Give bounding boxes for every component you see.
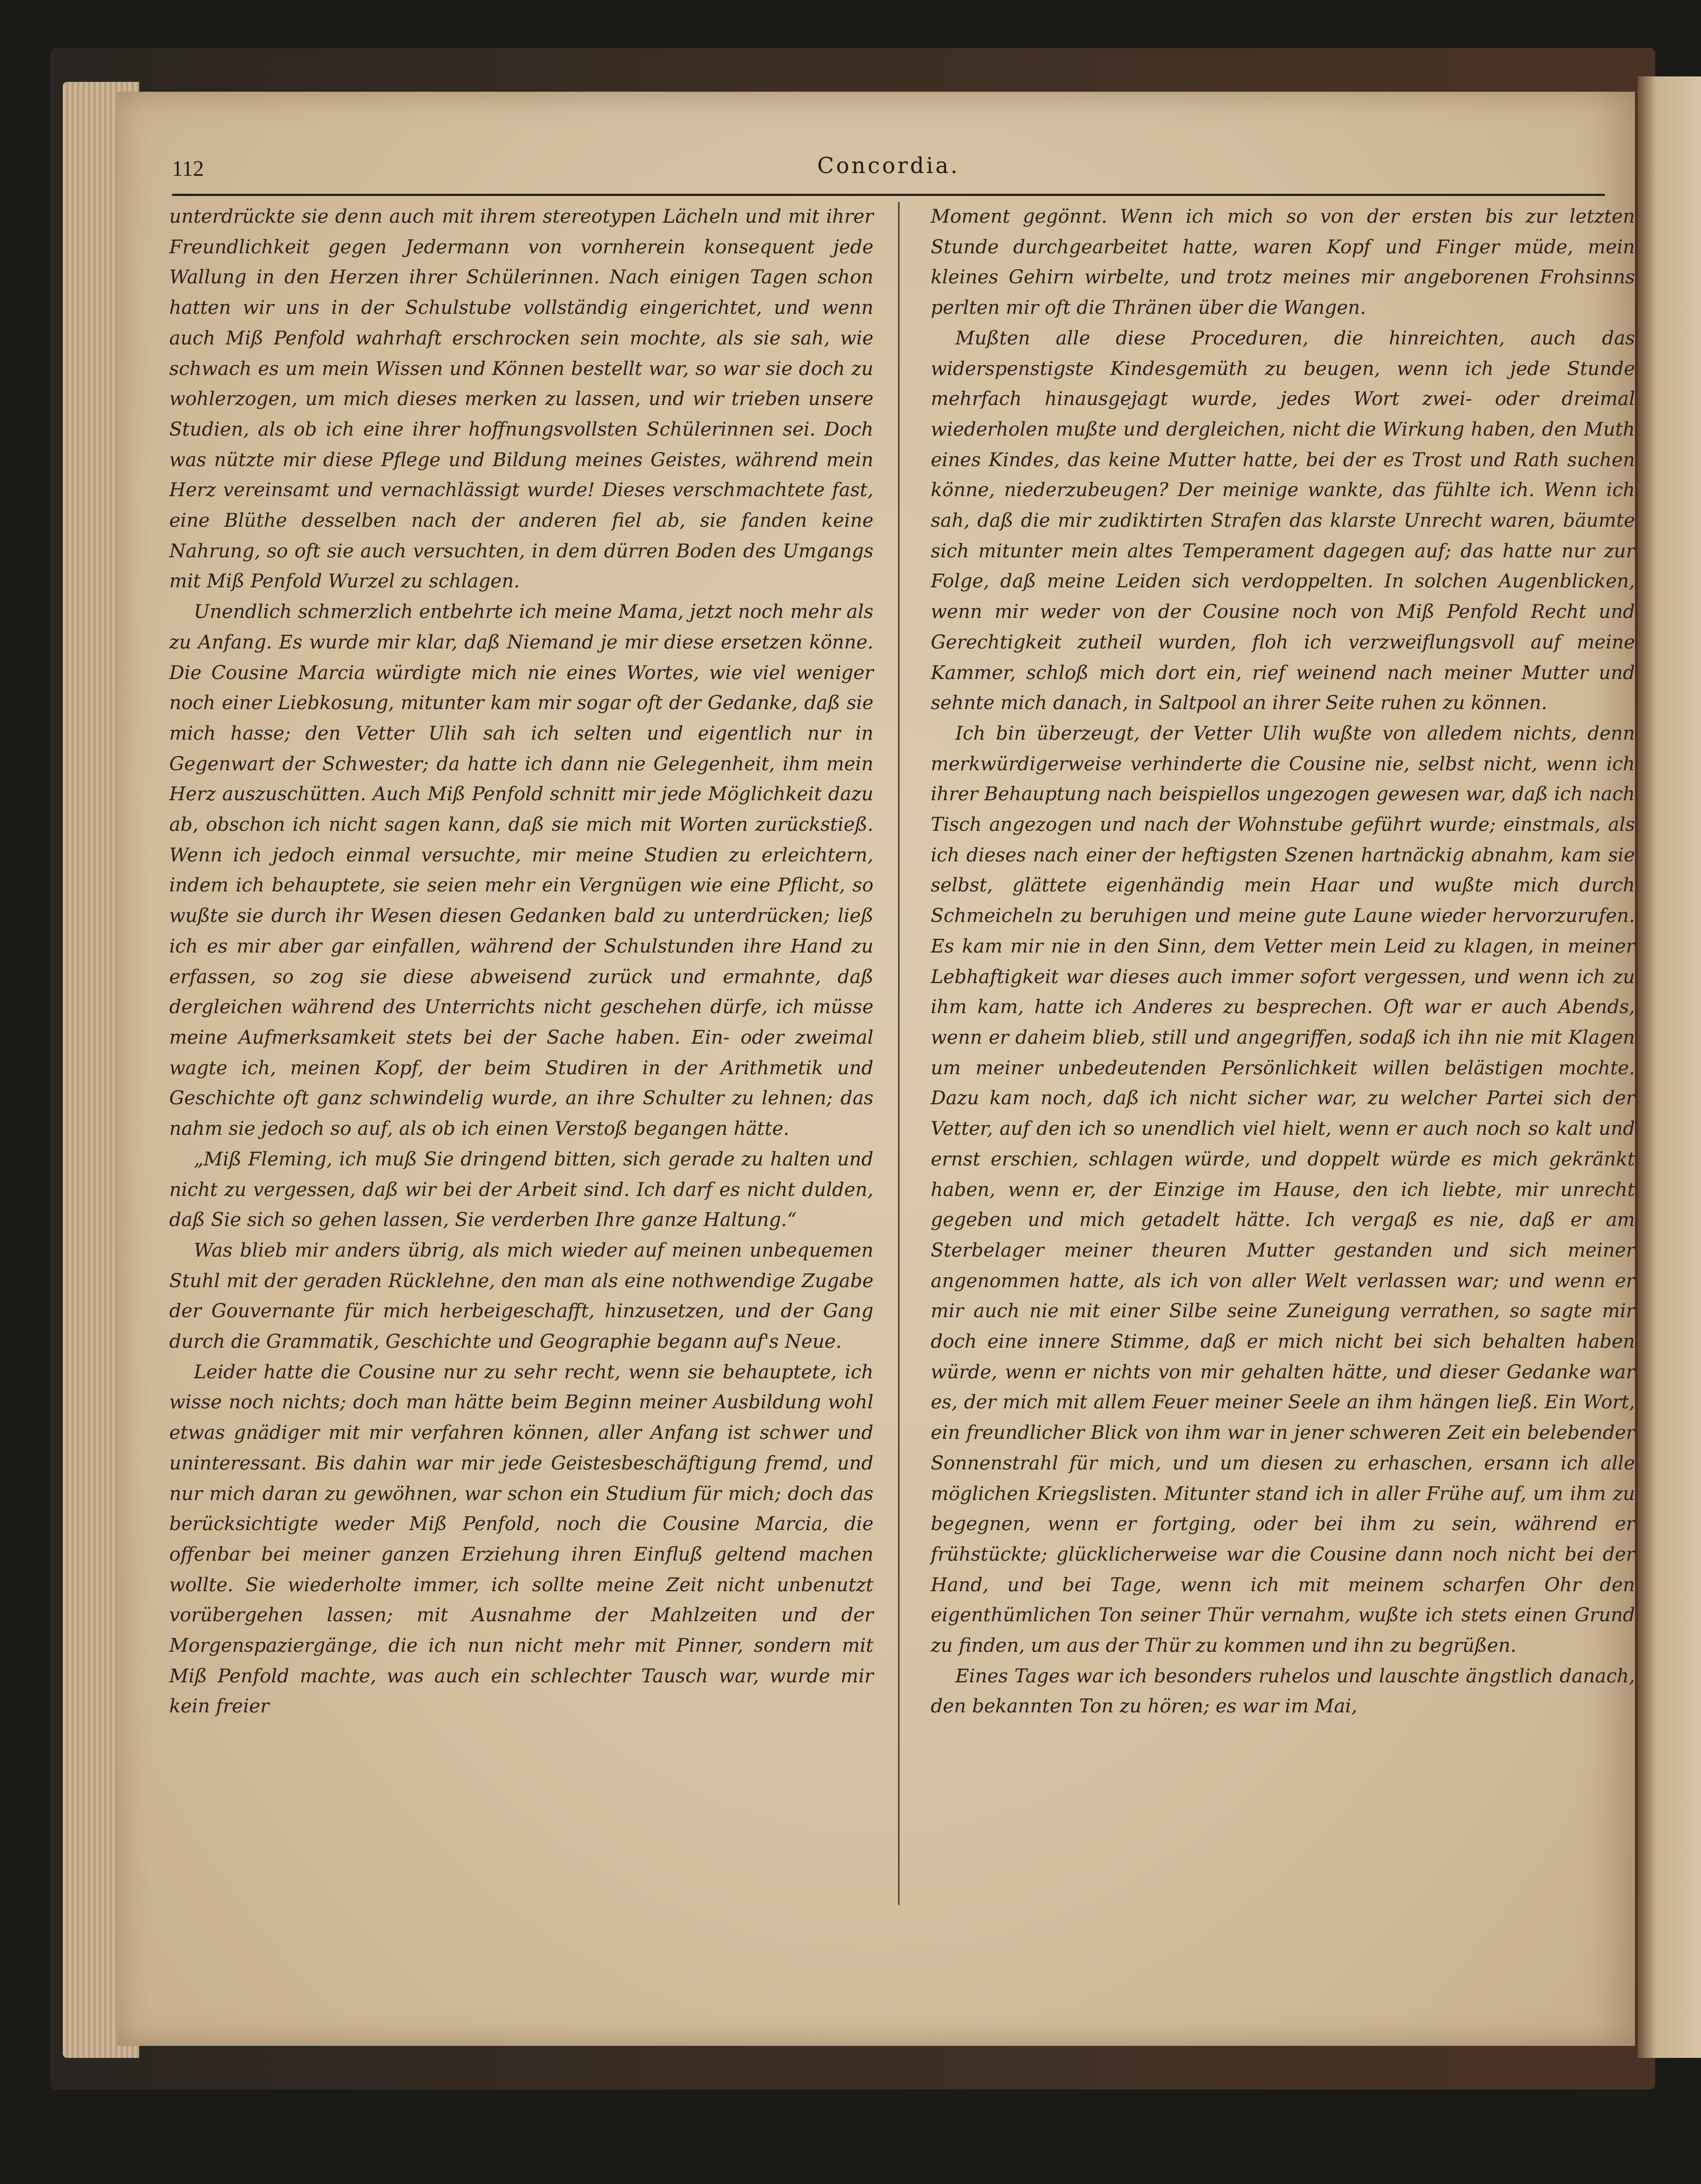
paragraph: Unendlich schmerzlich entbehrte ich meine Mama, jetzt noch mehr als zu Anfang. Es wurde mir klar, daß Niemand je mir diese ersetzen könne. Die Cousine Marcia würdigte mich nie eines Wortes, wie viel weniger noch einer Liebkosung, mitunter kam mir sogar oft der Gedanke, daß sie mich hasse; den Vetter Ulih sah ich selten und eigentlich nur in Gegenwart der Schwester; da hatte ich dann nie Gelegenheit, ihm mein Herz auszuschütten. Auch Miß Penfold schnitt mir jede Möglichkeit dazu ab, obschon ich nicht sagen kann, daß sie mich mit Worten zurückstieß. Wenn ich jedoch einmal versuchte, mir meine Studien zu erleichtern, indem ich behauptete, sie seien mehr ein Vergnügen wie eine Pflicht, so wußte sie durch ihr Wesen diesen Gedanken bald zu unterdrücken; ließ ich es mir aber gar einfallen, während der Schulstunden ihre Hand zu erfassen, so zog sie diese abweisend zurück und ermahnte, daß dergleichen während des Unterrichts nicht geschehen dürfe, ich müsse meine Aufmerksamkeit stets bei der Sache haben. Ein- oder zweimal wagte ich, meinen Kopf, der beim Studiren in der Arithmetik und Geschichte oft ganz schwindelig wurde, an ihre Schulter zu lehnen; das nahm sie jedoch so auf, als ob ich einen Verstoß begangen hätte. [169, 601, 873, 1140]
right-column [931, 202, 1635, 1722]
paragraph: Moment gegönnt. Wenn ich mich so von der ersten bis zur letzten Stunde durchgearbeitet hatte, waren Kopf und Finger müde, mein kleines Gehirn wirbelte, und trotz meines mir angeborenen Frohsinns perlten mir oft die Thränen über die Wangen. [931, 206, 1635, 319]
paragraph: Leider hatte die Cousine nur zu sehr recht, wenn sie behauptete, ich wisse noch nichts; doch man hätte beim Beginn meiner Ausbildung wohl etwas gnädiger mit mir verfahren können, aller Anfang ist schwer und uninteressant. Bis dahin war mir jede Geistesbeschäftigung fremd, und nur mich daran zu gewöhnen, war schon ein Studium für mich; doch das berücksichtigte weder Miß Penfold, noch die Cousine Marcia, die offenbar bei meiner ganzen Erziehung ihren Einfluß geltend machen wollte. Sie wiederholte immer, ich sollte meine Zeit nicht unbenutzt vorübergehen lassen; mit Ausnahme der Mahlzeiten und der Morgenspaziergänge, die ich nun nicht mehr mit Pinner, sondern mit Miß Penfold machte, was auch ein schlechter Tausch war, wurde mir kein freier [169, 1361, 873, 1718]
paragraph: Was blieb mir anders übrig, als mich wieder auf meinen unbequemen Stuhl mit der geraden Rücklehne, den man als eine nothwendige Zugabe der Gouvernante für mich herbeigeschafft, hinzusetzen, und der Gang durch die Grammatik, Geschichte und Geographie begann auf's Neue. [169, 1239, 873, 1353]
paragraph: unterdrückte sie denn auch mit ihrem stereotypen Lächeln und mit ihrer Freundlichkeit gegen Jedermann von vornherein konsequent jede Wallung in den Herzen ihrer Schülerinnen. Nach einigen Tagen schon hatten wir uns in der Schulstube vollständig eingerichtet, und wenn auch Miß Penfold wahrhaft erschrocken sein mochte, als sie sah, wie schwach es um mein Wissen und Können bestellt war, so war sie doch zu wohlerzogen, um mich dieses merken zu lassen, und wir trieben unsere Studien, als ob ich eine ihrer hoffnungsvollsten Schülerinnen sei. Doch was nützte mir diese Pflege und Bildung meines Geistes, während mein Herz vereinsamt und vernachlässigt wurde! Dieses verschmachtete fast, eine Blüthe desselben nach der anderen fiel ab, sie fanden keine Nahrung, so oft sie auch versuchten, in dem dürren Boden des Umgangs mit Miß Penfold Wurzel zu schlagen. [169, 206, 873, 593]
left-column [169, 202, 873, 1722]
paragraph: Eines Tages war ich besonders ruhelos und lauschte ängstlich danach, den bekannten Ton zu hören; es war im Mai, [931, 1665, 1635, 1718]
page-number: 112 [172, 156, 204, 181]
paragraph: „Miß Fleming, ich muß Sie dringend bitten, sich gerade zu halten und nicht zu vergessen, daß wir bei der Arbeit sind. Ich darf es nicht dulden, daß Sie sich so gehen lassen, Sie verderben Ihre ganze Haltung.“ [169, 1148, 873, 1231]
page-header [172, 153, 1605, 196]
paragraph: Mußten alle diese Proceduren, die hinreichten, auch das widerspenstigste Kindesgemüth zu beugen, wenn ich jede Stunde mehrfach hinausgejagt wurde, jedes Wort zwei- oder dreimal wiederholen mußte und dergleichen, nicht die Wirkung haben, den Muth eines Kindes, das keine Mutter hatte, bei der es Trost und Rath suchen könne, niederzubeugen? Der meinige wankte, das fühlte ich. Wenn ich sah, daß die mir zudiktirten Strafen das klarste Unrecht waren, bäumte sich mitunter mein altes Temperament dagegen auf; das hatte nur zur Folge, daß meine Leiden sich verdoppelten. In solchen Augenblicken, wenn mir weder von der Cousine noch von Miß Penfold Recht und Gerechtigkeit zutheil wurden, floh ich verzweiflungsvoll auf meine Kammer, schloß mich dort ein, rief weinend nach meiner Mutter und sehnte mich danach, in Saltpool an ihrer Seite ruhen zu können. [931, 327, 1635, 715]
facing-page-edge [1638, 76, 1701, 2058]
column-divider [898, 202, 900, 1905]
running-title: Concordia. [817, 153, 960, 178]
paragraph: Ich bin überzeugt, der Vetter Ulih wußte von alledem nichts, denn merkwürdigerweise verhinderte die Cousine nie, selbst nicht, wenn ich ihrer Behauptung nach beispiellos ungezogen gewesen war, daß ich nach Tisch angezogen und nach der Wohnstube geführt wurde; einstmals, als ich dieses nach einer der heftigsten Szenen hartnäckig abnahm, kam sie selbst, glättete eigenhändig mein Haar und wußte mich durch Schmeicheln zu beruhigen und meine gute Laune wieder hervorzurufen. Es kam mir nie in den Sinn, dem Vetter mein Leid zu klagen, in meiner Lebhaftigkeit war dieses auch immer sofort vergessen, und wenn ich zu ihm kam, hatte ich Anderes zu besprechen. Oft war er auch Abends, wenn er daheim blieb, still und angegriffen, sodaß ich ihn nie mit Klagen um meiner unbedeutenden Persönlichkeit willen belästigen mochte. Dazu kam noch, daß ich nicht sicher war, zu welcher Partei sich der Vetter, auf den ich so unendlich viel hielt, wenn er auch noch so kalt und ernst erschien, schlagen würde, und doppelt würde es mich gekränkt haben, wenn er, der Einzige im Hause, den ich liebte, mir unrecht gegeben und mich getadelt hätte. Ich vergaß es nie, daß er am Sterbelager meiner theuren Mutter gestanden und sich meiner angenommen hatte, als ich von aller Welt verlassen war; und wenn er mir auch nie mit einer Silbe seine Zuneigung verrathen, so sagte mir doch eine innere Stimme, daß er mich nicht bei sich behalten haben würde, wenn er nichts von mir gehalten hätte, und dieser Gedanke war es, der mich mit allem Feuer meiner Seele an ihm hängen ließ. Ein Wort, ein freundlicher Blick von ihm war in jener schweren Zeit ein belebender Sonnenstrahl für mich, und um diesen zu erhaschen, ersann ich alle möglichen Kriegslisten. Mitunter stand ich in aller Frühe auf, um ihm zu begegnen, wenn er fortging, oder bei ihm zu sein, während er frühstückte; glücklicherweise war die Cousine dann noch nicht bei der Hand, und bei Tage, wenn ich mit meinem scharfen Ohr den eigenthümlichen Ton seiner Thür vernahm, wußte ich stets einen Grund zu finden, um aus der Thür zu kommen und ihn zu begrüßen. [931, 722, 1635, 1657]
